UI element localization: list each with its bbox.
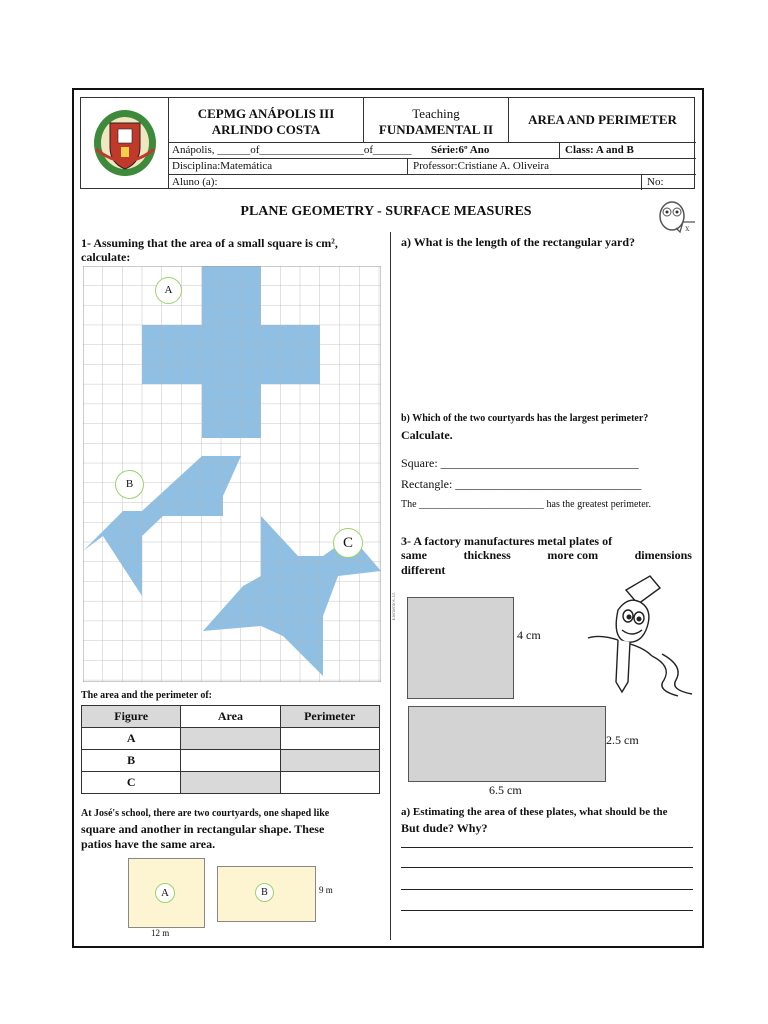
pencil-cartoon-icon: [578, 570, 696, 700]
col-figure: Figure: [82, 706, 181, 728]
plate-rect-width: 6.5 cm: [489, 783, 522, 797]
student-row: [169, 174, 696, 190]
serie: Série:6º Ano: [431, 144, 490, 156]
owl-sqrt-icon: [654, 196, 698, 236]
row-label-c: C: [82, 772, 181, 794]
q3-line2: [401, 548, 692, 563]
header-box: [80, 97, 695, 189]
plate-square: [407, 597, 514, 699]
answer-line[interactable]: [401, 910, 693, 911]
table-row: [82, 772, 380, 794]
q2-text-1: At José's school, there are two courtyards, one shaped like: [81, 808, 330, 819]
q1-prompt-1: 1- Assuming that the area of a small square is cm²,: [81, 236, 338, 250]
figure-c-label: C: [333, 528, 363, 558]
q3-line3: different: [401, 563, 446, 577]
svg-text:x: x: [685, 223, 690, 233]
row-label-b: B: [82, 750, 181, 772]
perimeter-b-cell[interactable]: [280, 750, 380, 772]
answer-line[interactable]: [401, 847, 693, 848]
q3-a-line2: But dude? Why?: [401, 821, 488, 835]
q1-prompt-2: calculate:: [81, 250, 131, 264]
q3-line1: 3- A factory manufactures metal plates of: [401, 534, 613, 548]
col-perimeter: Perimeter: [280, 706, 380, 728]
discipline-row: [169, 158, 696, 174]
q3-word-4: dimensions: [634, 548, 692, 562]
courtyard-a-label: A: [155, 883, 175, 903]
column-divider: [390, 232, 391, 940]
q3-word-3: more com: [547, 548, 599, 562]
figure-a-label: A: [155, 277, 182, 304]
q3-word-1: same: [401, 548, 427, 562]
rectangle-answer-line[interactable]: Rectangle: _______________________________: [401, 477, 642, 491]
table-row: [82, 728, 380, 750]
greatest-perimeter-line[interactable]: The _________________________ has the greatest perimeter.: [401, 499, 651, 510]
number: No:: [647, 176, 664, 188]
table-row: [82, 750, 380, 772]
area-b-cell[interactable]: [181, 750, 280, 772]
teaching-label: Teaching: [412, 106, 460, 121]
date-row: [169, 142, 696, 158]
courtyard-b-label: B: [255, 883, 274, 902]
figure-b-label: B: [115, 470, 144, 499]
row-label-a: A: [82, 728, 181, 750]
student: Aluno (a):: [172, 176, 218, 188]
q2-text-2: square and another in rectangular shape. These: [81, 822, 325, 836]
teaching-level: FUNDAMENTAL II: [378, 122, 494, 137]
q2-a: a) What is the length of the rectangular yard?: [401, 235, 635, 249]
q2-b-calc: Calculate.: [401, 428, 453, 442]
class: Class: A and B: [565, 144, 634, 156]
teaching-cell: [364, 98, 509, 143]
date-line: Anápolis, ______of___________________of_______: [172, 144, 412, 156]
side-note: Elementos. D.: [392, 592, 397, 621]
q2-b: b) Which of the two courtyards has the largest perimeter?: [401, 413, 649, 424]
square-answer-line[interactable]: Square: _________________________________: [401, 456, 639, 470]
school-line2: ARLINDO COSTA: [211, 122, 321, 137]
results-table: [81, 705, 380, 794]
rect-dimension: 9 m: [319, 885, 333, 895]
plate-square-dimension: 4 cm: [517, 628, 541, 642]
col-area: Area: [181, 706, 280, 728]
area-a-cell[interactable]: [181, 728, 280, 750]
area-c-cell[interactable]: [181, 772, 280, 794]
professor: Professor:Cristiane A. Oliveira: [413, 160, 549, 172]
perimeter-a-cell[interactable]: [280, 728, 380, 750]
perimeter-c-cell[interactable]: [280, 772, 380, 794]
plate-rect-height: 2.5 cm: [606, 733, 639, 747]
square-dimension: 12 m: [151, 928, 170, 938]
page-title: PLANE GEOMETRY - SURFACE MEASURES: [240, 204, 532, 219]
subject-title: AREA AND PERIMETER: [528, 112, 677, 127]
table-caption: The area and the perimeter of:: [81, 690, 212, 701]
answer-line[interactable]: [401, 867, 693, 868]
q3-a-line1: a) Estimating the area of these plates, what should be the: [401, 806, 668, 818]
q2-text-3: patios have the same area.: [81, 837, 216, 851]
q3-word-2: thickness: [463, 548, 511, 562]
school-name-cell: [169, 98, 364, 143]
school-line1: CEPMG ANÁPOLIS III: [197, 106, 335, 121]
answer-line[interactable]: [401, 889, 693, 890]
plate-rectangle: [408, 706, 606, 782]
school-crest-icon: [90, 105, 160, 181]
crest-cell: [81, 98, 169, 188]
discipline: Disciplina:Matemática: [172, 160, 273, 172]
